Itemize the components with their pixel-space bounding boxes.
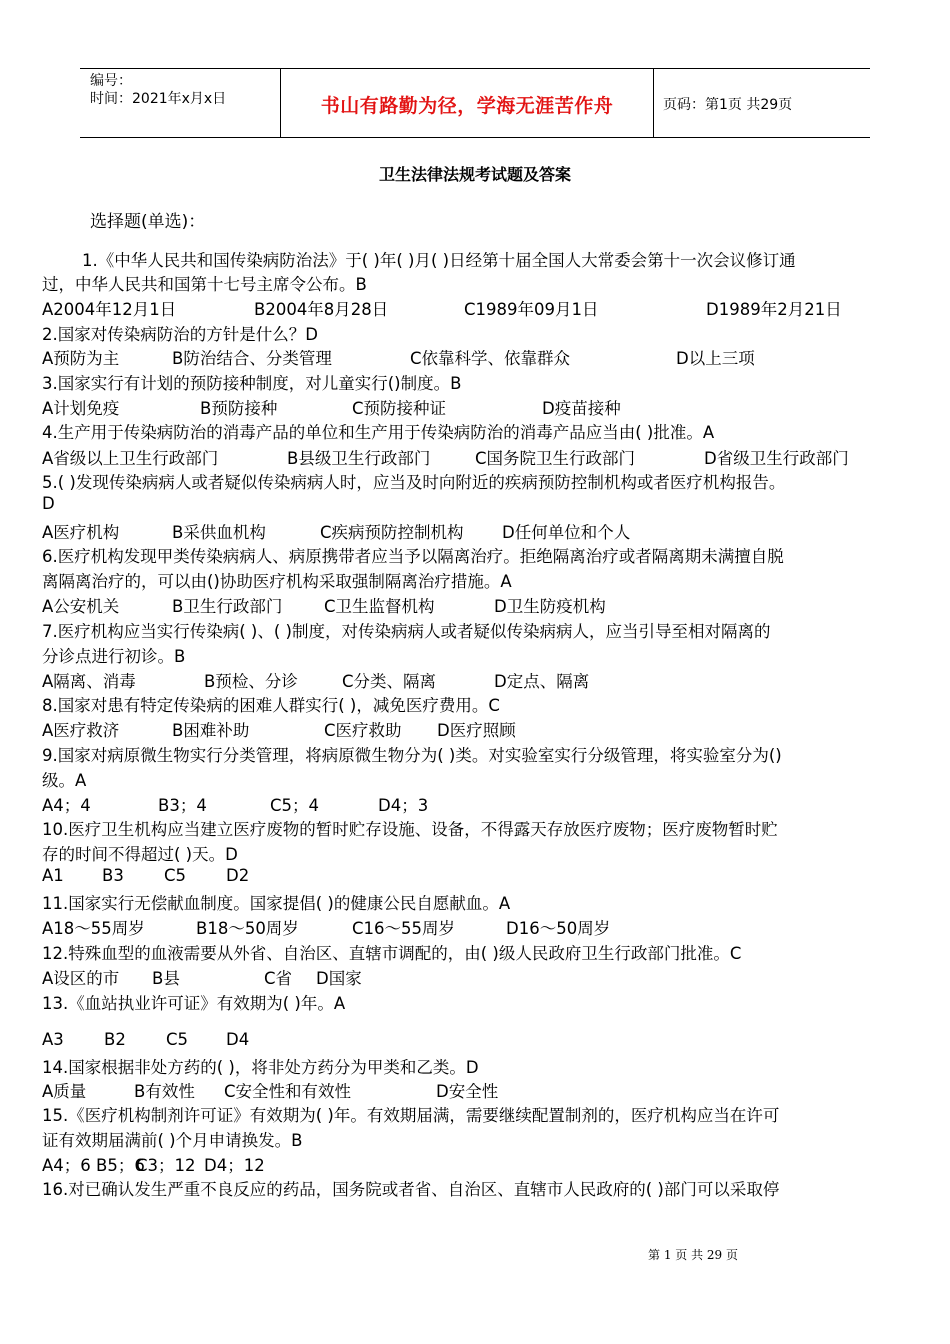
option-d: D安全性 [436, 1082, 499, 1101]
option-d: D国家 [316, 969, 362, 988]
option-d: D1989年2月21日 [706, 300, 842, 319]
question-9-options [42, 792, 902, 816]
question-14-options [42, 1078, 902, 1102]
question-15-options [42, 1152, 902, 1176]
option-b: B5；6 [96, 1156, 145, 1175]
question-15-text: 证有效期届满前( )个月申请换发。B [42, 1131, 303, 1150]
question-5-text: D [42, 494, 55, 513]
question-9-text: 9.国家对病原微生物实行分类管理，将病原微生物分为( )类。对实验室实行分级管理，将实验室分为() [42, 746, 782, 765]
option-b: B有效性 [134, 1082, 195, 1101]
option-b: B18～50周岁 [196, 919, 299, 938]
option-a: A3 [42, 1030, 64, 1049]
option-a: A2004年12月1日 [42, 300, 177, 319]
document-title: 卫生法律法规考试题及答案 [378, 165, 571, 184]
option-c: C5 [166, 1030, 189, 1049]
option-a: A计划免疫 [42, 399, 120, 418]
option-d: D任何单位和个人 [502, 523, 631, 542]
option-a: A省级以上卫生行政部门 [42, 449, 219, 468]
question-5-options [42, 519, 902, 543]
option-b: B采供血机构 [172, 523, 266, 542]
question-2-options [42, 345, 902, 369]
option-a: A设区的市 [42, 969, 120, 988]
question-4-options [42, 445, 902, 469]
question-3-text: 3.国家实行有计划的预防接种制度，对儿童实行()制度。B [42, 374, 462, 393]
time-label: 时间：2021年x月x日 [90, 91, 227, 107]
option-d: D4 [226, 1030, 250, 1049]
question-1-text: 1.《中华人民共和国传染病防治法》于( )年( )月( )日经第十届全国人大常委会第十一次会议修订通 [82, 251, 796, 270]
option-d: D疫苗接种 [542, 399, 621, 418]
question-6-text: 离隔离治疗的，可以由()协助医疗机构采取强制隔离治疗措施。A [42, 572, 512, 591]
document-header [80, 68, 870, 138]
option-a: A1 [42, 866, 64, 885]
option-b: B3；4 [158, 796, 207, 815]
question-7-text: 分诊点进行初诊。B [42, 647, 186, 666]
question-1-options [42, 296, 902, 320]
option-a: A隔离、消毒 [42, 672, 136, 691]
question-10-text: 10.医疗卫生机构应当建立医疗废物的暂时贮存设施、设备，不得露天存放医疗废物；医疗废物暂时贮 [42, 820, 778, 839]
question-14-text: 14.国家根据非处方药的( )，将非处方药分为甲类和乙类。D [42, 1058, 479, 1077]
option-b: B2004年8月28日 [254, 300, 389, 319]
question-16-text: 16.对已确认发生严重不良反应的药品，国务院或者省、自治区、直辖市人民政府的( )部门可以采取停 [42, 1180, 780, 1199]
question-2-text: 2.国家对传染病防治的方针是什么？D [42, 325, 318, 344]
question-8-options [42, 717, 902, 741]
question-11-options [42, 915, 902, 939]
question-1-text: 过，中华人民共和国第十七号主席令公布。B [42, 275, 367, 294]
question-12-text: 12.特殊血型的血液需要从外省、自治区、直辖市调配的，由( )级人民政府卫生行政部门批准。C [42, 944, 742, 963]
option-a: A预防为主 [42, 349, 120, 368]
option-d: D16～50周岁 [506, 919, 611, 938]
option-c: C预防接种证 [352, 399, 447, 418]
option-b: B预防接种 [200, 399, 278, 418]
question-13-text: 13.《血站执业许可证》有效期为( )年。A [42, 994, 346, 1013]
option-b: B3 [102, 866, 124, 885]
question-5-text: 5.( )发现传染病病人或者疑似传染病病人时，应当及时向附近的疾病预防控制机构或者医疗机构报告。 [42, 473, 786, 492]
option-b: B县 [152, 969, 180, 988]
option-c: C安全性和有效性 [224, 1082, 352, 1101]
option-c: C5 [164, 866, 187, 885]
option-a: A质量 [42, 1082, 87, 1101]
question-8-text: 8.国家对患有特定传染病的困难人群实行( )，减免医疗费用。C [42, 696, 500, 715]
question-12-options [42, 965, 902, 989]
option-b: B预检、分诊 [204, 672, 298, 691]
question-7-options [42, 668, 902, 692]
option-a: A18～55周岁 [42, 919, 145, 938]
option-d: D4；12 [204, 1156, 265, 1175]
question-6-options [42, 593, 902, 617]
question-4-text: 4.生产用于传染病防治的消毒产品的单位和生产用于传染病防治的消毒产品应当由( )批准。A [42, 423, 715, 442]
option-c: C5；4 [270, 796, 320, 815]
section-heading: 选择题(单选)： [90, 212, 206, 232]
question-3-options [42, 395, 902, 419]
option-b: B2 [104, 1030, 126, 1049]
option-d: D省级卫生行政部门 [704, 449, 849, 468]
option-b: B县级卫生行政部门 [287, 449, 431, 468]
option-a: A公安机关 [42, 597, 120, 616]
question-15-text: 15.《医疗机构制剂许可证》有效期为( )年。有效期届满，需要继续配置制剂的，医疗机构应当在许可 [42, 1106, 780, 1125]
serial-label: 编号： [90, 73, 132, 89]
option-d: D4；3 [378, 796, 429, 815]
option-d: D卫生防疫机构 [494, 597, 606, 616]
question-10-options [42, 866, 902, 890]
question-7-text: 7.医疗机构应当实行传染病( )、( )制度，对传染病病人或者疑似传染病病人，应当引导至相对隔离的 [42, 622, 771, 641]
option-a: A医疗机构 [42, 523, 120, 542]
option-c: C医疗救助 [324, 721, 402, 740]
question-13-options [42, 1030, 902, 1054]
option-c: C依靠科学、依靠群众 [410, 349, 571, 368]
question-6-text: 6.医疗机构发现甲类传染病病人、病原携带者应当予以隔离治疗。拒绝隔离治疗或者隔离期未满擅自脱 [42, 547, 784, 566]
option-c: C国务院卫生行政部门 [475, 449, 636, 468]
option-c: C3；12 [136, 1156, 196, 1175]
option-b: B卫生行政部门 [172, 597, 283, 616]
page-footer: 第 1 页 共 29 页 [648, 1248, 738, 1262]
option-d: D定点、隔离 [494, 672, 590, 691]
header-meta-cell [80, 69, 280, 137]
question-10-text: 存的时间不得超过( )天。D [42, 845, 238, 864]
option-c: C分类、隔离 [342, 672, 437, 691]
option-c: C16～55周岁 [352, 919, 456, 938]
option-a: A4；6 [42, 1156, 91, 1175]
question-9-text: 级。A [42, 771, 87, 790]
question-11-text: 11.国家实行无偿献血制度。国家提倡( )的健康公民自愿献血。A [42, 894, 511, 913]
header-motto-cell [280, 69, 654, 137]
option-d: D医疗照顾 [437, 721, 516, 740]
option-a: A4；4 [42, 796, 91, 815]
option-b: B困难补助 [172, 721, 250, 740]
header-page-cell [653, 69, 870, 137]
option-b: B防治结合、分类管理 [172, 349, 332, 368]
option-c: C省 [264, 969, 293, 988]
option-d: D以上三项 [676, 349, 755, 368]
option-a: A医疗救济 [42, 721, 120, 740]
page-info: 页码：第1页 共29页 [663, 97, 793, 113]
option-c: C卫生监督机构 [324, 597, 435, 616]
option-c: C疾病预防控制机构 [320, 523, 464, 542]
option-d: D2 [226, 866, 250, 885]
option-c: C1989年09月1日 [464, 300, 599, 319]
motto: 书山有路勤为径，学海无涯苦作舟 [320, 95, 614, 117]
